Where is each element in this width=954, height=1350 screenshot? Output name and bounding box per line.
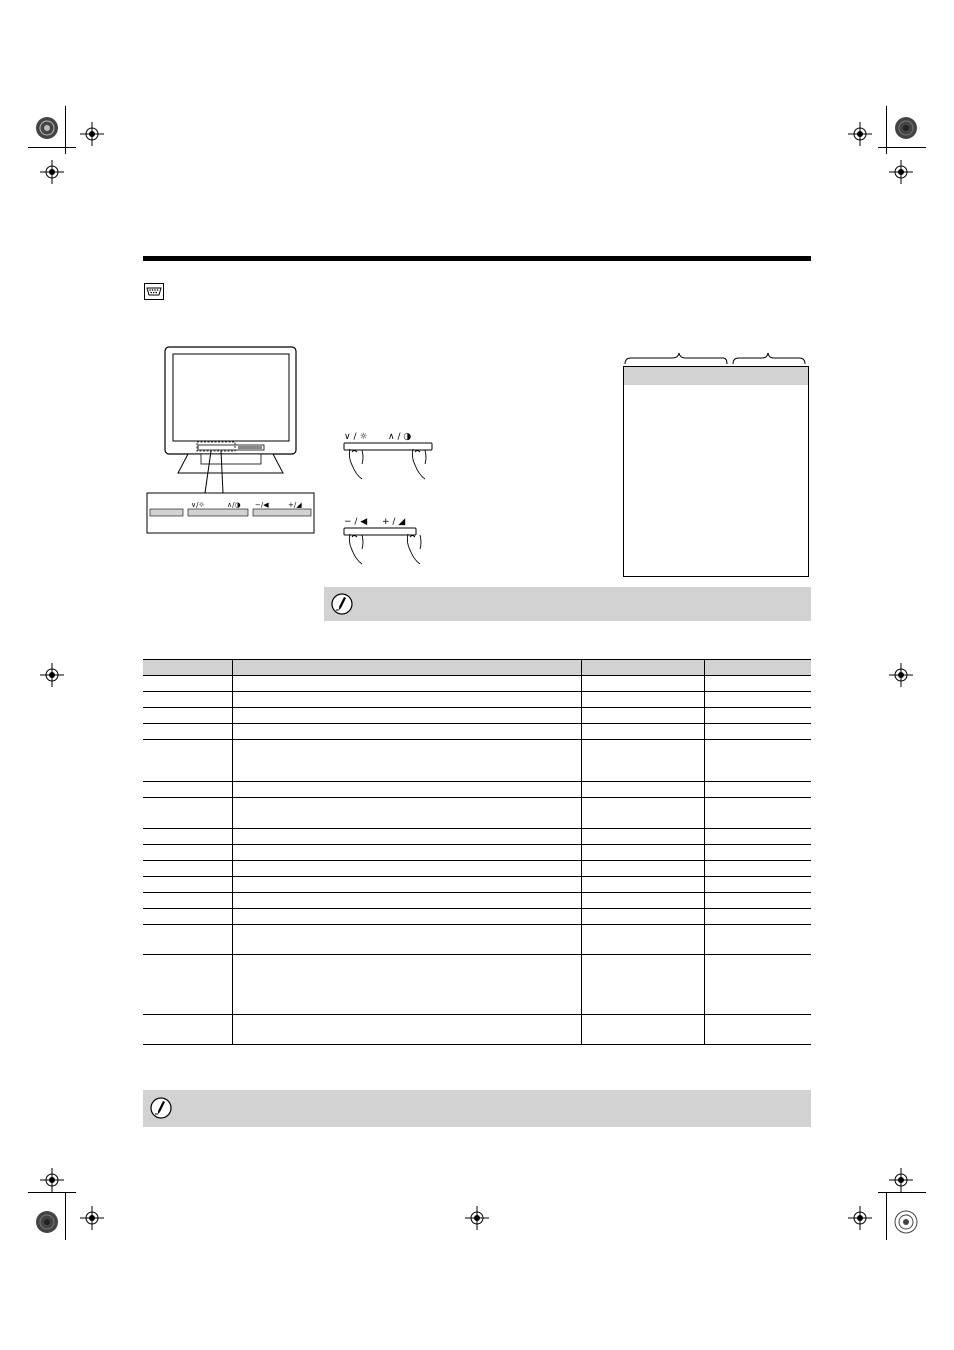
d-sub-connector-icon [144,283,164,300]
header-rule [143,256,811,261]
trim-line [65,106,66,154]
table-row [143,925,811,955]
table-header-cell [704,660,811,676]
table-header-row [143,660,811,676]
table-header-cell [143,660,232,676]
sunburst-mark-bottom-left [35,1210,59,1234]
button-label-minus: − / ◀ [344,517,368,527]
trim-line [28,1192,76,1193]
crosshair-mark-mid-left [40,663,64,687]
table-row [143,782,811,798]
sunburst-mark-top-right [894,116,918,140]
trim-line [28,147,76,148]
table-header-cell [581,660,704,676]
table-row [143,877,811,893]
table-row [143,692,811,708]
crosshair-mark-top-left-1 [80,122,104,146]
button-label-up: ∧ / ◑ [388,432,412,442]
crosshair-mark-top-left-2 [40,160,64,184]
table-header-cell [232,660,581,676]
settings-panel [623,366,809,577]
minus-plus-buttons-illustration [338,515,438,567]
table-row [143,740,811,782]
svg-text:+/◢: +/◢ [288,501,302,509]
settings-table [143,659,811,1045]
table-row [143,861,811,877]
button-label-plus: + / ◢ [382,517,406,527]
brightness-contrast-buttons-illustration [338,430,438,482]
crosshair-mark-bottom-right-1 [889,1168,913,1192]
note-bar [324,587,811,621]
note-pencil-icon [150,1097,172,1119]
crosshair-mark-bottom-right-2 [848,1206,872,1230]
table-row [143,724,811,740]
table-row [143,893,811,909]
table-row [143,955,811,1015]
table-row [143,829,811,845]
svg-text:∨/☼: ∨/☼ [191,501,205,509]
svg-text:∧/◑: ∧/◑ [227,501,241,509]
sunburst-mark-bottom-right [894,1210,918,1234]
sunburst-mark-top-left [35,116,59,140]
trim-line [886,1192,887,1240]
trim-line [886,106,887,154]
note-pencil-icon [331,593,353,615]
table-row [143,1015,811,1045]
trim-line [65,1192,66,1240]
table-row [143,909,811,925]
svg-text:−/◀: −/◀ [255,501,269,509]
crosshair-mark-bottom-left-2 [80,1206,104,1230]
table-row [143,845,811,861]
table-row [143,798,811,829]
note-bar [143,1090,811,1127]
crosshair-mark-bottom-center [465,1206,489,1230]
settings-panel-header [624,367,808,385]
panel-braces [623,352,809,366]
monitor-illustration [143,343,318,538]
table-row [143,676,811,692]
crosshair-mark-top-right-1 [848,122,872,146]
crosshair-mark-top-right-2 [889,160,913,184]
crosshair-mark-mid-right [889,663,913,687]
table-row [143,708,811,724]
crosshair-mark-bottom-left-1 [40,1168,64,1192]
button-label-down: ∨ / ☼ [344,432,368,442]
